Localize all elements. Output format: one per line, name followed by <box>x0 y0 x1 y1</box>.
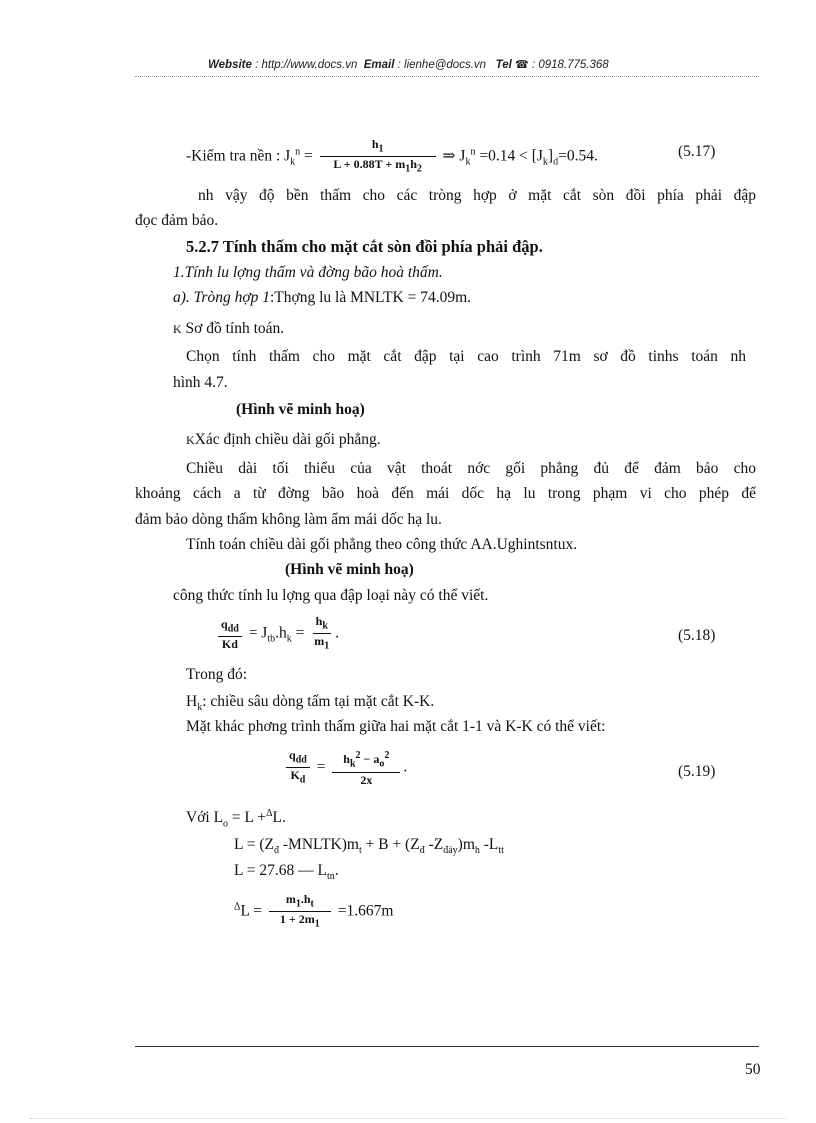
bullet-mark-2: K <box>186 433 195 447</box>
delta-L-equation <box>234 892 393 932</box>
section-heading: 5.2.7 Tính thấm cho mặt cắt sòn đồi phía phải đập. <box>186 237 543 256</box>
check-result-a: J <box>455 147 466 165</box>
fraction-delta-L <box>269 892 331 932</box>
paragraph-1-line-2: đọc đảm bảo. <box>135 212 219 229</box>
L-equation-1 <box>234 836 504 856</box>
f518-mid2: .h <box>275 624 287 642</box>
f519-eq: = <box>312 758 326 776</box>
footer-dotted-rule <box>30 1118 786 1119</box>
f518-r-den-sub: 1 <box>324 640 330 652</box>
bullet-1-text: Sơ đồ tính toán. <box>185 320 285 337</box>
fraction-519-left <box>286 748 310 788</box>
website-value: : http://www.docs.vn <box>255 59 358 71</box>
figure-caption-1: (Hình vẽ minh hoạ) <box>236 401 365 418</box>
f518-num-sub: dd <box>227 623 239 635</box>
leq1-sub1: đ <box>274 845 280 857</box>
f519-rn-a: h <box>343 752 350 767</box>
frac-den: L + 0.88T + m <box>333 157 406 172</box>
subsection-title: 1.Tính lu lợng thấm và đờng bão hoà thấm. <box>173 264 443 281</box>
frac-num: h <box>371 137 379 151</box>
f518-mid: = J <box>244 624 268 642</box>
leq1-a: L = (Z <box>234 836 275 853</box>
leq1-d: -Z <box>424 836 444 853</box>
f519-rn-sup-a: 2 <box>355 750 361 762</box>
f519-r-den: 2x <box>360 772 373 787</box>
f518-r-num: h <box>315 614 323 628</box>
delta-symbol: Δ <box>266 808 273 819</box>
trong-do: Trong đó: <box>186 666 248 683</box>
check-result-sub-k: k <box>542 156 548 168</box>
voi-line <box>186 808 286 829</box>
check-sub: k <box>290 156 296 168</box>
hk-def-a: H <box>186 693 198 710</box>
case-1-line <box>173 289 471 307</box>
case-1-label: a). Tròng hợp 1 <box>173 289 270 306</box>
f519-den: K <box>290 768 300 783</box>
check-result-sub-d: d <box>553 156 559 168</box>
case-1-text: :Thợng lu là MNLTK = 74.09m. <box>269 289 472 306</box>
paragraph-3-line-3: đảm bảo dòng thấm không làm ẩm mái dốc hạ lu. <box>135 511 442 528</box>
dl-den-sub: 1 <box>314 918 320 930</box>
tel-value: : 0918.775.368 <box>531 59 609 71</box>
website-label: Website <box>208 59 252 71</box>
email-label: Email <box>363 59 395 71</box>
check-result-d: =0.54. <box>558 147 598 165</box>
check-result-b: =0.14 < [J <box>475 147 543 165</box>
figure-caption-2: (Hình vẽ minh hoạ) <box>285 561 414 578</box>
bullet-2 <box>186 431 381 449</box>
bullet-mark: K <box>173 322 182 336</box>
bullet-2-text: Xác định chiều dài gối phẳng. <box>194 431 381 448</box>
dl-b: =1.667m <box>333 902 394 920</box>
phone-icon: ☎ <box>515 59 529 71</box>
footer-rule <box>135 1046 759 1047</box>
header-rule <box>135 76 759 77</box>
dl-num-a: m <box>285 892 296 906</box>
leq1-b: -MNLTK)m <box>279 836 359 853</box>
formula-518 <box>215 614 339 654</box>
hk-def-sub: k <box>197 702 203 714</box>
f519-rn-sub-a: k <box>349 758 356 770</box>
fraction-518-left <box>218 617 242 651</box>
dl-num-b: .h <box>300 892 311 906</box>
check-prefix: -Kiểm tra nền : J <box>186 147 291 165</box>
equation-number-518: (5.18) <box>678 627 716 644</box>
voi-a: Với L <box>186 809 224 827</box>
equation-number-517: (5.17) <box>678 143 716 160</box>
f518-den: Kd <box>221 637 238 652</box>
paragraph-4: Tính toán chiều dài gối phẳng theo công thức AA.Ughintsntux. <box>186 536 578 553</box>
leq1-e: )m <box>457 836 475 853</box>
voi-b: = L + <box>228 809 267 827</box>
leq2-a: L = 27.68 — L <box>234 862 327 879</box>
bullet-1 <box>173 320 284 338</box>
f519-den-sub: d <box>299 774 306 786</box>
paragraph-3-line-1: Chiều dài tối thiểu của vật thoát nớc gối phẳng đủ để đảm bảo cho <box>186 460 756 477</box>
formula-519 <box>283 748 407 788</box>
L-equation-2 <box>234 862 339 882</box>
f519-num: q <box>289 748 296 762</box>
leq1-f: -L <box>479 836 499 853</box>
leq1-c: + B + (Z <box>361 836 420 853</box>
check-line <box>186 137 598 177</box>
fraction-517 <box>320 137 436 177</box>
frac-den-sub: 1 <box>405 163 411 175</box>
leq1-sub4: đáy <box>443 845 458 857</box>
check-result-sub: k <box>465 156 471 168</box>
hk-definition <box>186 693 434 713</box>
tel-label: Tel <box>495 59 512 71</box>
f518-mid3: = <box>291 624 305 642</box>
voi-c: L. <box>272 809 286 827</box>
page-number: 50 <box>745 1061 761 1078</box>
f519-rn-sup-b: 2 <box>384 750 390 762</box>
dl-num-sub-a: 1 <box>295 898 301 910</box>
paragraph-5: công thức tính lu lợng qua đập loại này có thể viết. <box>173 587 489 604</box>
paragraph-2-line-2: hình 4.7. <box>173 374 228 391</box>
leq2-sub: tn <box>326 871 335 883</box>
page-header <box>208 58 609 71</box>
paragraph-2-line-1: Chọn tính thấm cho mặt cắt đập tại cao trình 71m sơ đồ tinhs toán nh <box>186 348 746 365</box>
implies-symbol: ⇒ <box>442 147 456 165</box>
dl-den-a: 1 + 2m <box>279 912 315 927</box>
leq1-sub6: tt <box>498 845 504 857</box>
leq1-sub2: t <box>358 845 362 857</box>
f518-mid-sub: tb <box>267 633 276 645</box>
check-eq: = <box>300 147 313 165</box>
check-sup: n <box>295 146 301 158</box>
fraction-519-right <box>332 749 400 786</box>
f518-r-den: m <box>314 634 325 649</box>
f518-r-num-sub: k <box>322 620 328 632</box>
leq1-sub5: h <box>474 845 480 857</box>
paragraph-3-line-2: khoảng cách a từ đờng bão hoà đến mái dốc hạ lu trong phạm vi cho phép để <box>135 485 756 502</box>
voi-sub: o <box>223 818 229 830</box>
paragraph-1-line-1: nh vậy độ bền thấm cho các tròng hợp ở mặt cắt sòn đồi phía phải đập <box>198 187 756 204</box>
f519-rn-b: − a <box>360 752 380 767</box>
hk-def-b: : chiều sâu dòng tấm tại mặt cắt K-K. <box>202 693 435 710</box>
dl-a: L = <box>240 902 262 920</box>
frac-den-sub2: 2 <box>416 163 422 175</box>
f518-mid2-sub: k <box>286 633 292 645</box>
equation-number-519: (5.19) <box>678 763 716 780</box>
check-result-sup: n <box>470 146 476 158</box>
delta-L-symbol: Δ <box>234 901 241 913</box>
f519-rn-sub-b: o <box>379 758 385 770</box>
f518-end: . <box>335 624 340 642</box>
frac-num-sub: 1 <box>378 143 384 155</box>
leq1-sub3: đ <box>419 845 425 857</box>
fraction-518-right <box>311 614 332 654</box>
check-result-c: ] <box>547 147 554 165</box>
leq2-b: . <box>334 862 339 879</box>
frac-den-mid: h <box>410 157 417 172</box>
mat-khac-line: Mặt khác phơng trình thấm giữa hai mặt cắt 1-1 và K-K có thể viết: <box>186 718 606 735</box>
dl-num-sub-b: t <box>310 898 314 910</box>
email-value: : lienhe@docs.vn <box>397 59 487 71</box>
f519-num-sub: dd <box>295 754 307 766</box>
f519-end: . <box>403 758 408 776</box>
f518-num: q <box>221 616 228 631</box>
